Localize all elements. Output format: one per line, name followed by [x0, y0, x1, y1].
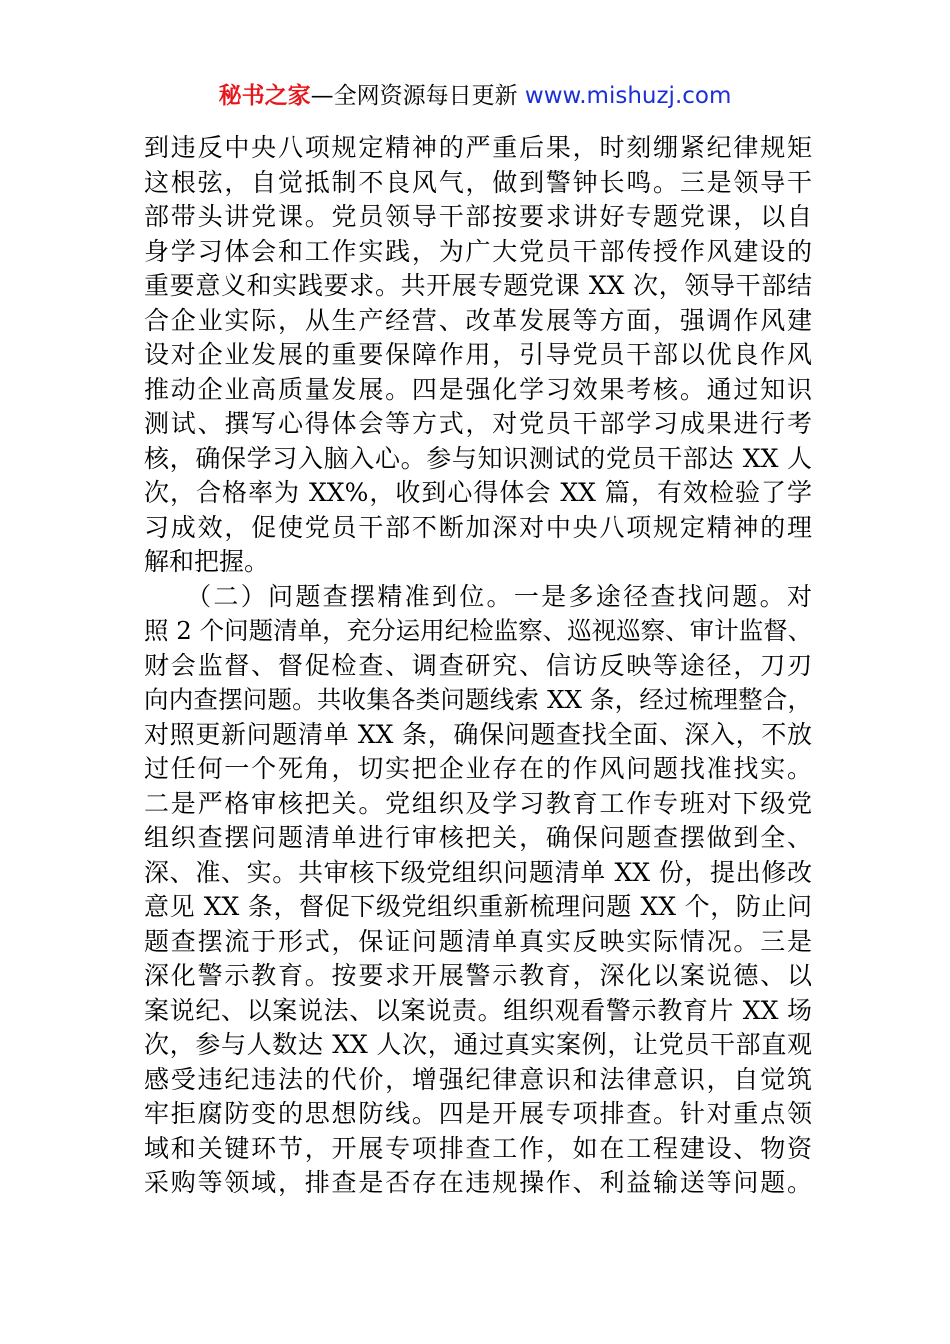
- text-line: 二是严格审核把关。党组织及学习教育工作专班对下级党: [144, 788, 812, 818]
- text-line: 牢拒腐防变的思想防线。四是开展专项排查。针对重点领: [144, 1099, 812, 1128]
- text-line: 解和把握。: [144, 547, 270, 576]
- text-line: 核，确保学习入脑入心。参与知识测试的党员干部达 XX 人: [144, 443, 812, 473]
- text-line: 采购等领域，排查是否存在违规操作、利益输送等问题。: [144, 1168, 812, 1197]
- text-line: 过任何一个死角，切实把企业存在的作风问题找准找实。: [144, 754, 812, 783]
- header-tagline: —全网资源每日更新: [310, 83, 525, 109]
- text-line: 部带头讲党课。党员领导干部按要求讲好专题党课，以自: [144, 202, 812, 231]
- text-line: 推动企业高质量发展。四是强化学习效果考核。通过知识: [144, 374, 812, 404]
- site-url-link[interactable]: www.mishuzj.com: [524, 83, 732, 109]
- text-line: 案说纪、以案说法、以案说责。组织观看警示教育片 XX 场: [144, 995, 812, 1025]
- text-line: 向内查摆问题。共收集各类问题线索 XX 条，经过梳理整合，: [144, 685, 812, 714]
- text-line: 重要意义和实践要求。共开展专题党课 XX 次，领导干部结: [144, 271, 812, 300]
- text-line: 测试、撰写心得体会等方式，对党员干部学习成果进行考: [144, 409, 812, 438]
- text-line: 对照更新问题清单 XX 条，确保问题查找全面、深入，不放: [144, 719, 812, 749]
- text-line: 深化警示教育。按要求开展警示教育，深化以案说德、以: [144, 961, 812, 990]
- section-heading-line: （二）问题查摆精准到位。一是多途径查找问题。对: [144, 581, 812, 611]
- text-line: 组织查摆问题清单进行审核把关，确保问题查摆做到全、: [144, 823, 812, 852]
- text-line: 次，参与人数达 XX 人次，通过真实案例，让党员干部直观: [144, 1030, 812, 1059]
- text-line: 题查摆流于形式，保证问题清单真实反映实际情况。三是: [144, 926, 812, 956]
- text-line: 到违反中央八项规定精神的严重后果，时刻绷紧纪律规矩: [144, 133, 812, 162]
- text-line: 次，合格率为 XX%，收到心得体会 XX 篇，有效检验了学: [144, 478, 812, 507]
- site-header: [0, 80, 950, 112]
- text-line: 域和关键环节，开展专项排查工作，如在工程建设、物资: [144, 1133, 812, 1163]
- text-line: 财会监督、督促检查、调查研究、信访反映等途径，刀刃: [144, 650, 812, 680]
- text-line: 意见 XX 条，督促下级党组织重新梳理问题 XX 个，防止问: [144, 892, 812, 921]
- text-line: 合企业实际，从生产经营、改革发展等方面，强调作风建: [144, 305, 812, 335]
- text-line: 感受违纪违法的代价，增强纪律意识和法律意识，自觉筑: [144, 1064, 812, 1094]
- text-line: 习成效，促使党员干部不断加深对中央八项规定精神的理: [144, 512, 812, 542]
- text-line: 这根弦，自觉抵制不良风气，做到警钟长鸣。三是领导干: [144, 167, 812, 197]
- text-line: 设对企业发展的重要保障作用，引导党员干部以优良作风: [144, 340, 812, 369]
- document-body: [144, 131, 812, 1201]
- brand-name: 秘书之家: [218, 83, 311, 109]
- text-line: 照 2 个问题清单，充分运用纪检监察、巡视巡察、审计监督、: [144, 616, 813, 645]
- text-line: 深、准、实。共审核下级党组织问题清单 XX 份，提出修改: [144, 857, 812, 887]
- text-line: 身学习体会和工作实践，为广大党员干部传授作风建设的: [144, 236, 812, 266]
